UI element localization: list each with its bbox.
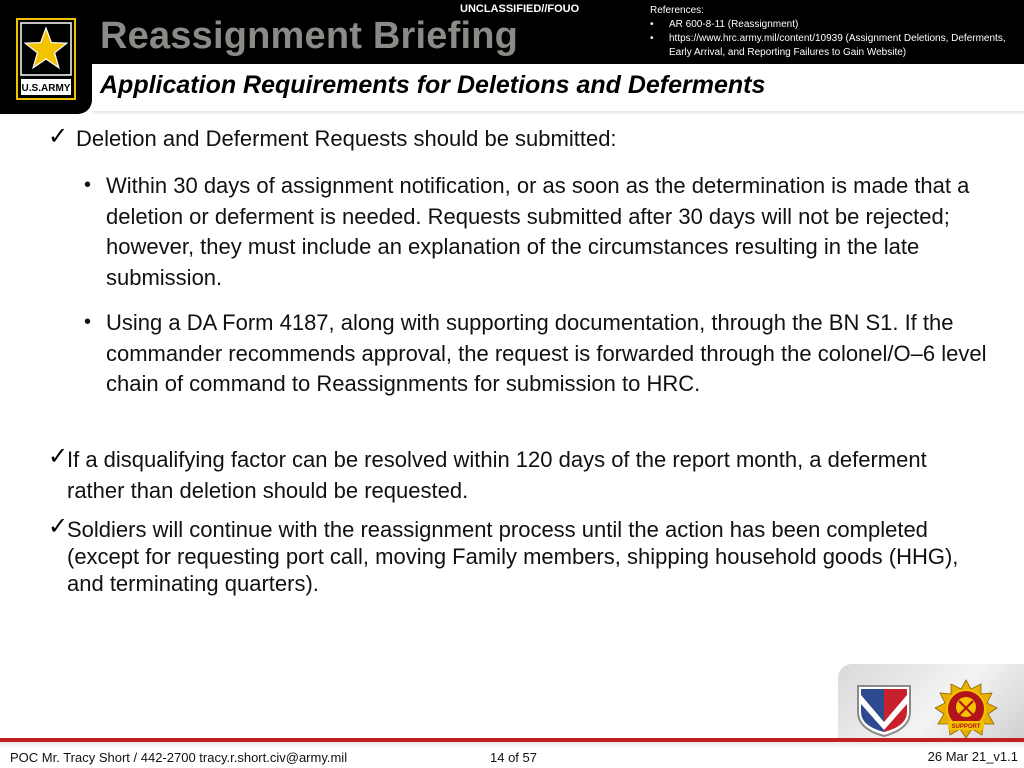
reference-item-link[interactable]: • https://www.hrc.army.mil/content/10939 (Assignment Deletions, Deferments, Early Arrival, and Reporting Failures to Gain Website) bbox=[650, 32, 1020, 60]
classification-banner: UNCLASSIFIED//FOUO bbox=[460, 3, 580, 15]
footer-poc-contact: POC Mr. Tracy Short / 442-2700 tracy.r.short.civ@army.mil bbox=[10, 750, 348, 765]
logo-wordmark: U.S.ARMY bbox=[21, 83, 71, 94]
slide-subtitle: Application Requirements for Deletions and Deferments bbox=[100, 71, 766, 99]
reference-item: • AR 600-8-11 (Reassignment) bbox=[650, 18, 1020, 32]
page-title: Reassignment Briefing bbox=[100, 15, 519, 57]
checkmark-icon: ✓ bbox=[48, 443, 69, 470]
checkmark-icon: ✓ bbox=[48, 513, 69, 540]
checkmark-icon: ✓ bbox=[48, 123, 69, 150]
logo-tab bbox=[0, 0, 92, 114]
item-deletion-deferment-requests: Deletion and Deferment Requests should be submitted: bbox=[76, 126, 617, 151]
page-number: 14 of 57 bbox=[490, 750, 537, 765]
support-crest-icon bbox=[930, 679, 1002, 739]
shield-emblem-icon bbox=[852, 682, 916, 738]
bullet-dot-icon: • bbox=[84, 174, 92, 196]
item-disqualifying-factor: If a disqualifying factor can be resolved within 120 days of the report month, a deferment rather than deletion should be requested. bbox=[67, 447, 927, 503]
footer-shadow bbox=[0, 742, 1024, 748]
references-box bbox=[650, 4, 1020, 60]
version-date: 26 Mar 21_v1.1 bbox=[927, 749, 1018, 764]
sub-bullet-30-days: Within 30 days of assignment notification, or as soon as the determination is made that a deletion or deferment is needed. Requests submitted after 30 days will not be rejected; however, they must include an explanation of the circumstances resulting in the late submission. bbox=[106, 173, 970, 290]
sub-bullet-da-form-4187: Using a DA Form 4187, along with supporting documentation, through the BN S1. If the commander recommends approval, the request is forwarded through the colonel/O–6 level chain of command to Reassignments for submission to HRC. bbox=[106, 310, 987, 396]
references-list bbox=[650, 18, 1020, 60]
army-star-logo bbox=[16, 18, 76, 100]
item-continue-process: Soldiers will continue with the reassignment process until the action has been completed (except for requesting port call, moving Family members, shipping household goods (HHG), and terminating quarters). bbox=[67, 517, 959, 596]
crest-banner-text: SUPPORT bbox=[951, 724, 981, 730]
bullet-dot-icon: • bbox=[84, 311, 92, 333]
references-heading: References: bbox=[650, 5, 704, 16]
